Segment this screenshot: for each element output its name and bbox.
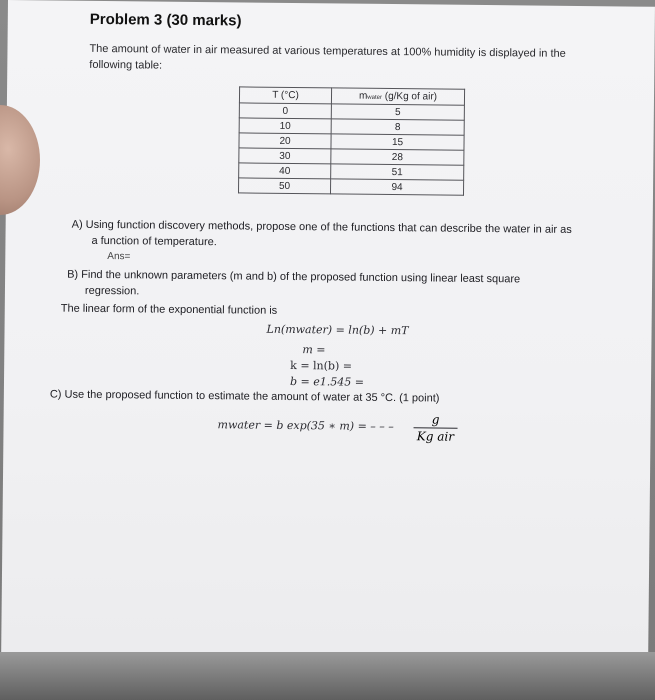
- table-cell-t: 40: [239, 163, 331, 179]
- part-a-line-2: a function of temperature.: [91, 234, 217, 249]
- data-table: [238, 86, 465, 195]
- intro-line-2: following table:: [89, 58, 163, 72]
- table-cell-m: 5: [331, 104, 464, 120]
- table-cell-m: 28: [331, 149, 464, 165]
- table-cell-t: 30: [239, 148, 331, 164]
- problem-title: Problem 3 (30 marks): [89, 10, 242, 30]
- table-surface: [0, 652, 655, 700]
- table-cell-t: 0: [239, 103, 331, 119]
- equation-linear: Ln(mwater) = ln(b) + mT: [266, 322, 409, 338]
- fraction-denominator: Kg air: [416, 429, 455, 444]
- part-b-line-2: regression.: [84, 284, 140, 298]
- header-unit: (g/Kg of air): [381, 90, 438, 103]
- linear-form-text: The linear form of the exponential function is: [60, 302, 278, 317]
- answer-label: Ans=: [107, 251, 131, 263]
- part-c-line-1: C) Use the proposed function to estimate the amount of water at 35 °C. (1 point): [49, 388, 440, 405]
- equation-water: mwater = b exp(35 ∗ m) = – – –: [217, 418, 394, 434]
- equation-b: b = e1.545 =: [289, 374, 365, 389]
- intro-line-1: The amount of water in air measured at various temperatures at 100% humidity is displayed in the: [89, 42, 566, 60]
- header-sub-water: water: [367, 94, 383, 101]
- table-header-water: [331, 88, 464, 105]
- table-cell-t: 50: [238, 178, 330, 194]
- equation-k: k = ln(b) =: [290, 358, 353, 373]
- table-cell-t: 10: [239, 118, 331, 134]
- table-cell-m: 8: [331, 119, 464, 135]
- table-header-temperature: T (°C): [239, 87, 331, 104]
- part-a-line-1: A) Using function discovery methods, propose one of the functions that can describe the water in air as: [71, 218, 572, 236]
- table-cell-m: 15: [331, 134, 464, 150]
- part-b-line-1: B) Find the unknown parameters (m and b) of the proposed function using linear least square: [67, 268, 521, 286]
- table-cell-m: 94: [330, 179, 463, 195]
- table-cell-t: 20: [239, 133, 331, 149]
- equation-m: m =: [302, 343, 326, 357]
- header-m: m: [358, 90, 368, 102]
- table-row: [238, 178, 463, 195]
- fraction-numerator: g: [431, 412, 440, 427]
- paper-sheet: [1, 0, 655, 662]
- table-cell-m: 51: [331, 164, 464, 180]
- unit-fraction: [413, 412, 457, 443]
